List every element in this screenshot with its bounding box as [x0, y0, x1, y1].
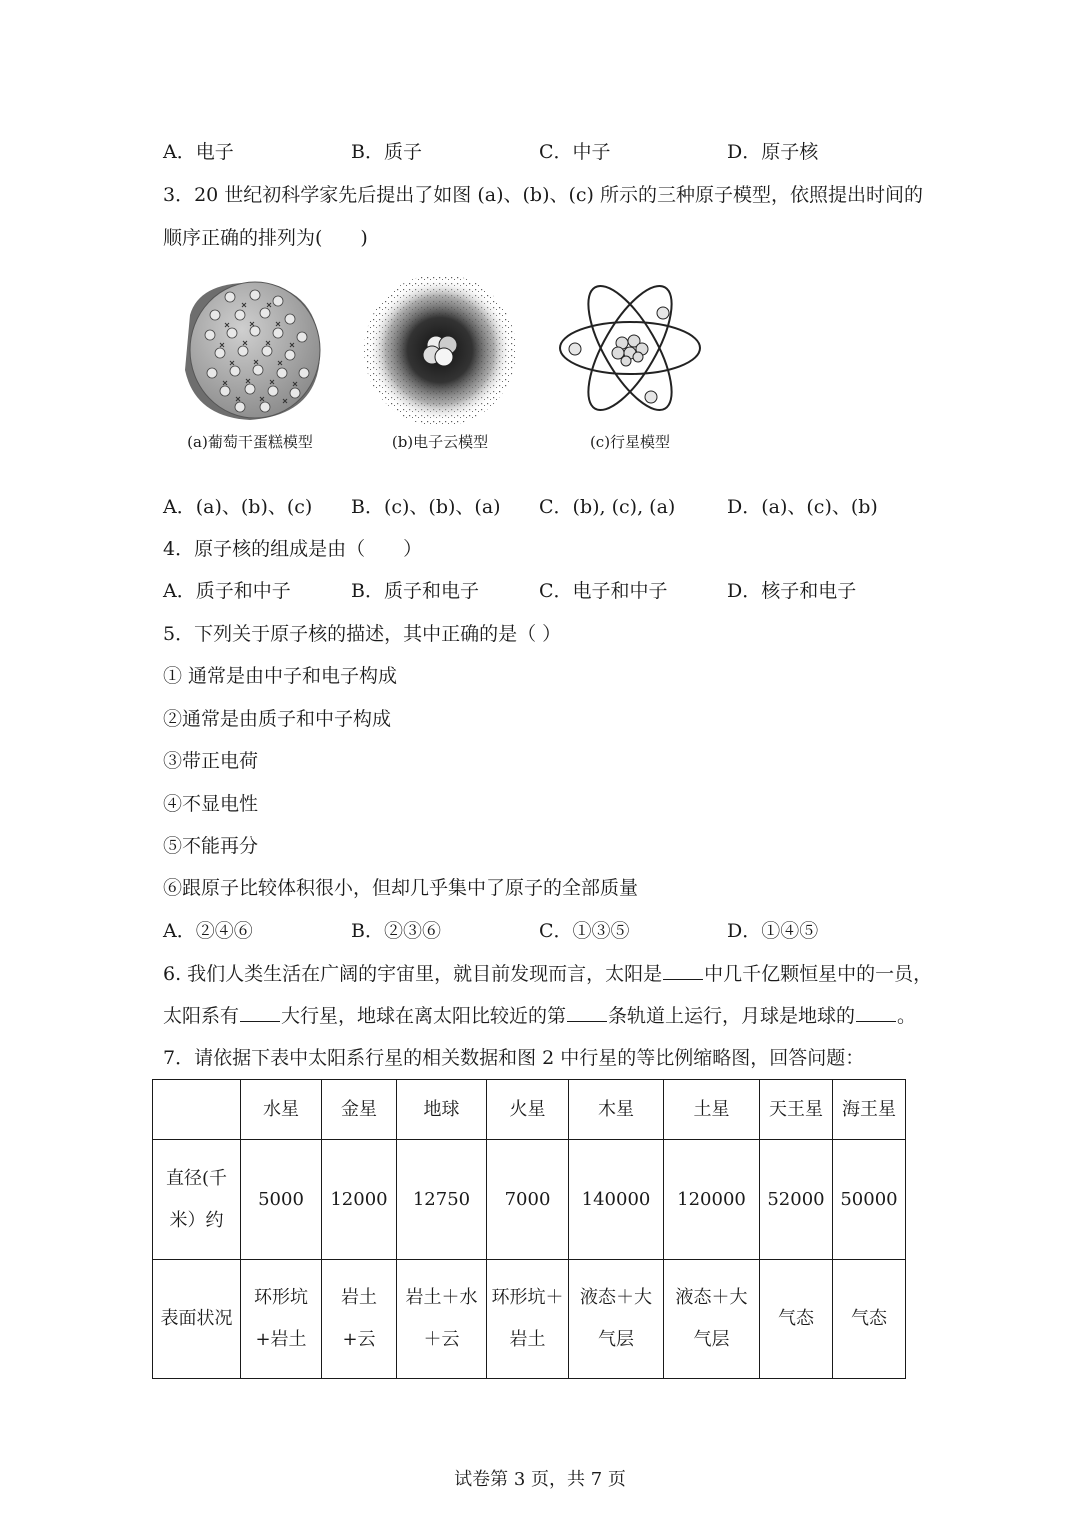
table-cell: 火星: [487, 1080, 569, 1140]
q5-stem: 5．下列关于原子核的描述，其中正确的是（ ）: [163, 623, 562, 645]
q6-line2: [163, 1003, 916, 1028]
caption-c: (c)行星模型: [589, 433, 671, 451]
atom-model-figures: [170, 275, 730, 475]
q5-item-1: ① 通常是由中子和电子构成: [163, 665, 398, 687]
page-footer: 试卷第 3 页，共 7 页: [454, 1469, 626, 1490]
table-cell: 液态＋大气层: [569, 1259, 664, 1378]
table-cell: 7000: [487, 1140, 569, 1259]
q6-blank-3[interactable]: [567, 1003, 607, 1022]
table-cell: 液态＋大气层: [664, 1259, 760, 1378]
q3-stem-line2: 顺序正确的排列为( ): [163, 227, 368, 249]
table-cell: 12000: [322, 1140, 397, 1259]
electron-cloud-image: [360, 275, 520, 425]
table-cell: 气态: [833, 1259, 906, 1378]
table-cell: 140000: [569, 1140, 664, 1259]
table-cell: 12750: [397, 1140, 487, 1259]
q4-option-c: C．电子和中子: [539, 580, 668, 602]
table-cell: 环形坑+岩土: [241, 1259, 322, 1378]
table-cell: 5000: [241, 1140, 322, 1259]
q5-item-4: ④不显电性: [163, 793, 259, 815]
q6-text-5: 条轨道上运行，月球是地球的: [608, 1005, 856, 1027]
q5-item-5: ⑤不能再分: [163, 835, 259, 857]
caption-b: (b)电子云模型: [391, 433, 489, 451]
q6-text-4: 大行星，地球在离太阳比较近的第: [281, 1005, 567, 1027]
table-header-row: [153, 1080, 906, 1140]
q5-option-b: B．②③⑥: [351, 920, 441, 942]
table-cell: [153, 1080, 241, 1140]
table-cell: 水星: [241, 1080, 322, 1140]
table-cell: 天王星: [760, 1080, 833, 1140]
q5-option-c: C．①③⑤: [539, 920, 630, 942]
q3-stem-line1: 3．20 世纪初科学家先后提出了如图 (a)、(b)、(c) 所示的三种原子模型，依照提出时间的: [163, 184, 923, 206]
q5-option-a: A．②④⑥: [163, 920, 253, 942]
table-row-diameter: [153, 1140, 906, 1259]
q6-text-1: 6. 我们人类生活在广阔的宇宙里，就目前发现而言，太阳是: [163, 963, 663, 985]
planetary-model-image: [550, 275, 710, 425]
q2-option-c: C．中子: [539, 141, 611, 163]
q6-blank-1[interactable]: [663, 961, 703, 980]
table-cell: 海王星: [833, 1080, 906, 1140]
table-cell: 木星: [569, 1080, 664, 1140]
table-cell: 120000: [664, 1140, 760, 1259]
table-cell: 表面状况: [153, 1259, 241, 1378]
q5-item-6: ⑥跟原子比较体积很小，但却几乎集中了原子的全部质量: [163, 877, 639, 899]
q4-option-a: A．质子和中子: [163, 580, 291, 602]
table-cell: 环形坑＋岩土: [487, 1259, 569, 1378]
caption-a: (a)葡萄干蛋糕模型: [187, 433, 313, 451]
figure-plum-pudding: [170, 275, 330, 452]
figure-electron-cloud: [360, 275, 520, 452]
q5-item-2: ②通常是由质子和中子构成: [163, 708, 392, 730]
q6-blank-4[interactable]: [856, 1003, 896, 1022]
table-cell: 土星: [664, 1080, 760, 1140]
q4-option-b: B．质子和电子: [351, 580, 479, 602]
q4-stem: 4．原子核的组成是由（ ）: [163, 538, 423, 560]
table-cell: 直径(千米）约: [153, 1140, 241, 1259]
q4-option-d: D．核子和电子: [727, 580, 857, 602]
q3-option-c: C．(b), (c), (a): [539, 496, 676, 518]
q2-option-a: A．电子: [163, 141, 234, 163]
q2-option-b: B．质子: [351, 141, 422, 163]
table-row-surface: [153, 1259, 906, 1378]
table-cell: 岩土＋水＋云: [397, 1259, 487, 1378]
q3-option-b: B．(c)、(b)、(a): [351, 496, 501, 518]
figure-planetary-model: [550, 275, 710, 452]
q6-text-6: 。: [897, 1005, 917, 1027]
q6-text-3: 太阳系有: [163, 1005, 240, 1027]
q3-option-d: D．(a)、(c)、(b): [727, 496, 878, 518]
q3-option-a: A．(a)、(b)、(c): [163, 496, 313, 518]
q6-text-2: 中几千亿颗恒星中的一员，: [704, 963, 933, 985]
q2-option-d: D．原子核: [727, 141, 819, 163]
q7-stem: 7．请依据下表中太阳系行星的相关数据和图 2 中行星的等比例缩略图，回答问题：: [163, 1047, 865, 1069]
planet-data-table: [152, 1079, 906, 1379]
table-cell: 52000: [760, 1140, 833, 1259]
q5-option-d: D．①④⑤: [727, 920, 819, 942]
table-cell: 50000: [833, 1140, 906, 1259]
table-cell: 地球: [397, 1080, 487, 1140]
plum-pudding-image: [170, 275, 330, 425]
q6-blank-2[interactable]: [240, 1003, 280, 1022]
table-cell: 金星: [322, 1080, 397, 1140]
q5-item-3: ③带正电荷: [163, 750, 259, 772]
table-cell: 气态: [760, 1259, 833, 1378]
q6-line1: [163, 961, 932, 986]
table-cell: 岩土+云: [322, 1259, 397, 1378]
